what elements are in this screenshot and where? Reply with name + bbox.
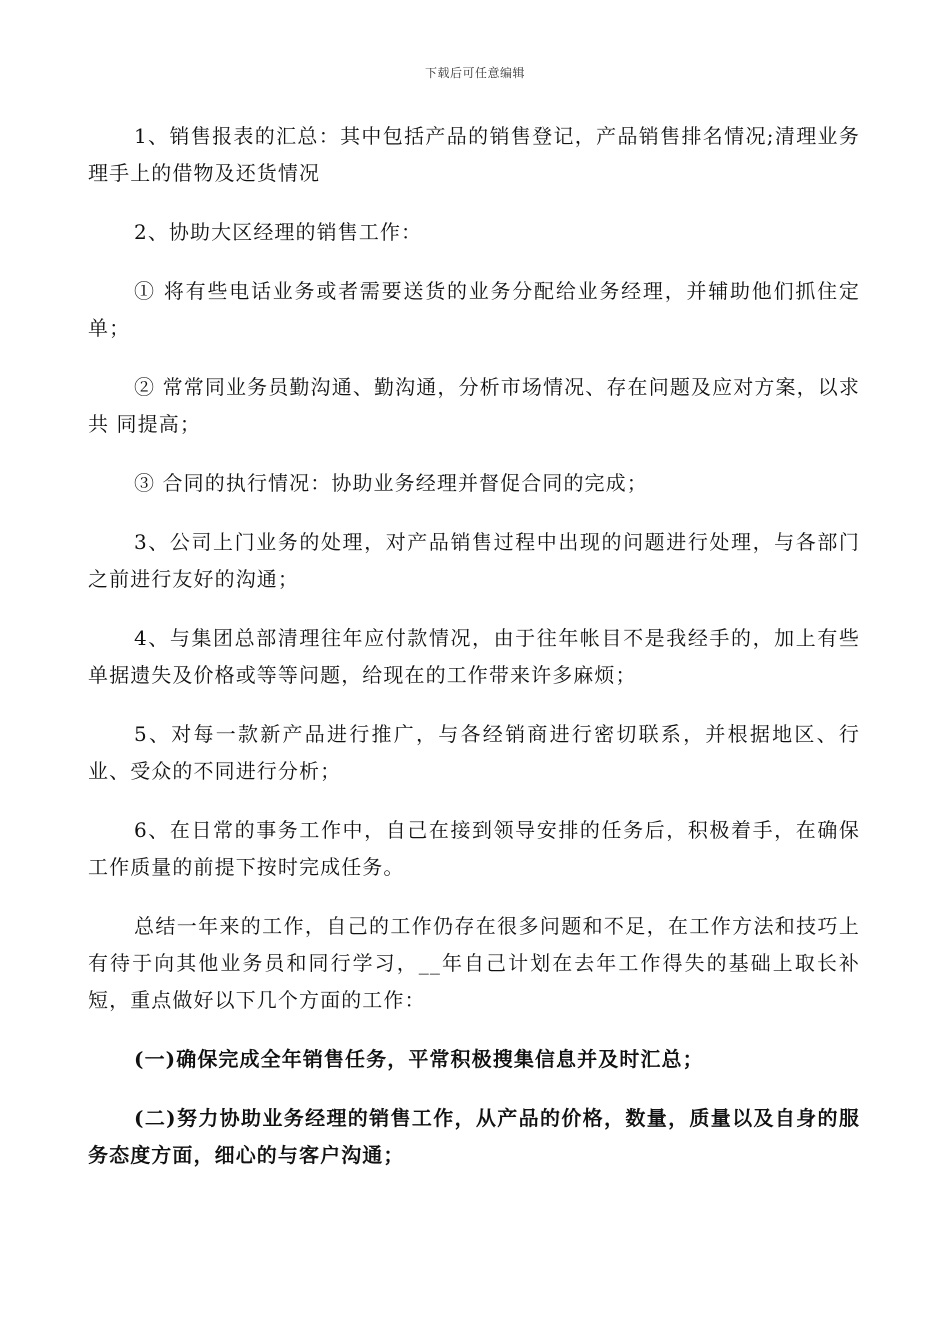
document-body xyxy=(88,118,860,1196)
paragraph-item-4: ② 常常同业务员勤沟通、勤沟通，分析市场情况、存在问题及应对方案，以求共 同提高； xyxy=(88,375,860,436)
paragraph-item-1: 1、销售报表的汇总：其中包括产品的销售登记，产品销售排名情况;清理业务 理手上的借物及还货情况 xyxy=(88,124,860,185)
summary-paragraph: 总结一年来的工作，自己的工作仍存在很多问题和不足，在工作方法和技巧上有待于向其他业务员和同行学习，__年自己计划在去年工作得失的基础上取长补短，重点做好以下几个方面的工作： xyxy=(88,914,860,1012)
paragraph-item-5: ③ 合同的执行情况：协助业务经理并督促合同的完成； xyxy=(134,471,648,495)
paragraph-item-8: 5、对每一款新产品进行推广，与各经销商进行密切联系，并根据地区、行业、受众的不同进行分析； xyxy=(88,722,860,783)
paragraph-item-6: 3、公司上门业务的处理，对产品销售过程中出现的问题进行处理，与各部门之前进行友好的沟通； xyxy=(88,530,860,591)
plan-item-1: (一)确保完成全年销售任务，平常积极搜集信息并及时汇总； xyxy=(134,1047,704,1071)
page-header: 下载后可任意编辑 xyxy=(424,66,525,80)
paragraph-item-7: 4、与集团总部清理往年应付款情况，由于往年帐目不是我经手的，加上有些单据遗失及价格或等等问题，给现在的工作带来许多麻烦； xyxy=(88,626,860,687)
paragraph-item-2: 2、协助大区经理的销售工作： xyxy=(134,220,423,244)
plan-item-2: (二)努力协助业务经理的销售工作，从产品的价格，数量，质量以及自身的服务态度方面，细心的与客户沟通； xyxy=(88,1106,860,1167)
paragraph-item-3: ① 将有些电话业务或者需要送货的业务分配给业务经理，并辅助他们抓住定单； xyxy=(88,279,860,340)
paragraph-item-9: 6、在日常的事务工作中，自己在接到领导安排的任务后，积极着手，在确保工作质量的前提下按时完成任务。 xyxy=(88,818,860,879)
